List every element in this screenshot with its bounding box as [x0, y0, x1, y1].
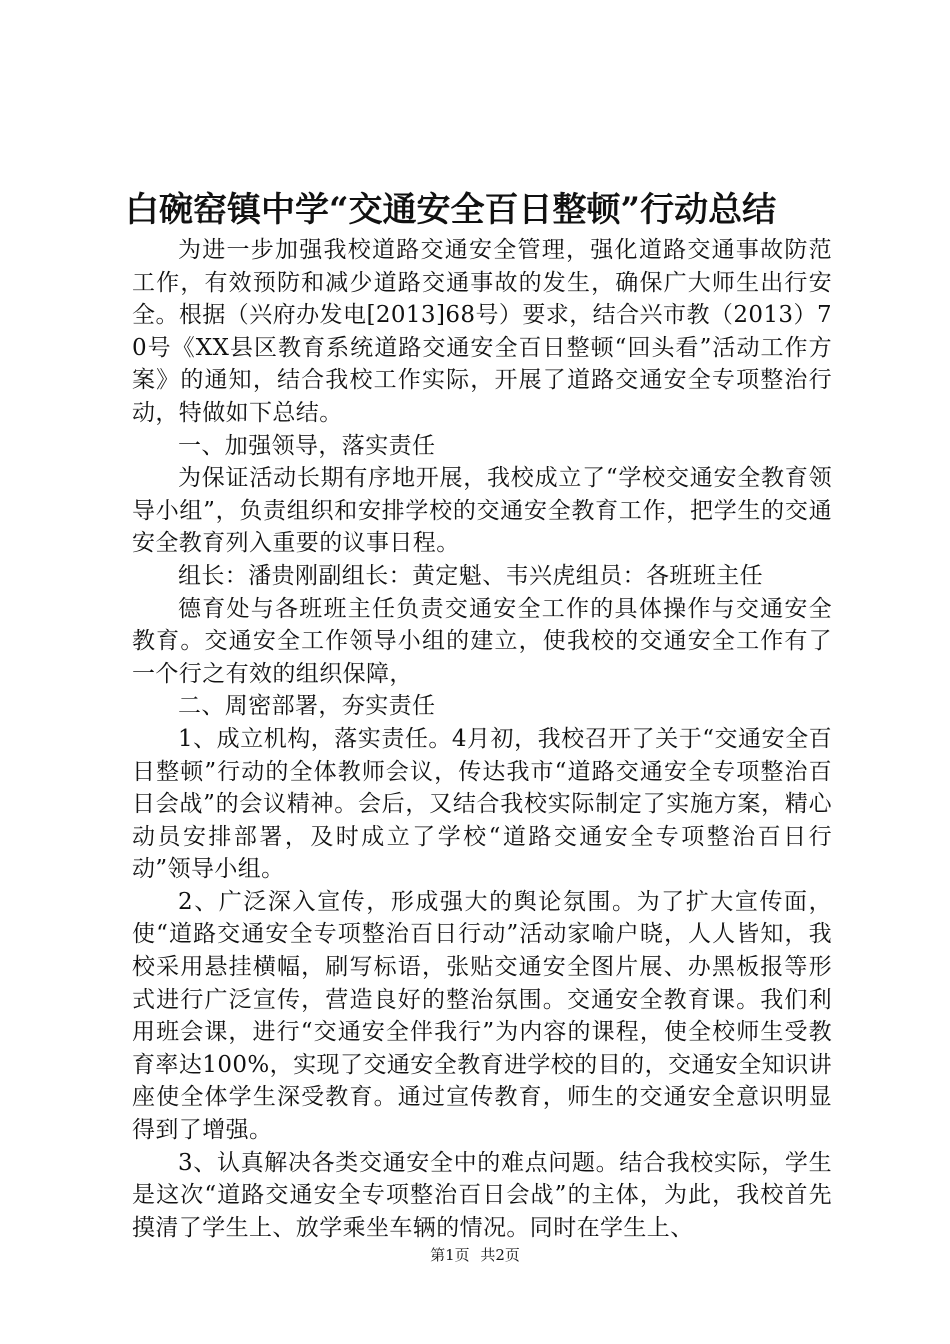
page-number: 第1页	[430, 1246, 470, 1264]
page-footer	[0, 1245, 950, 1265]
paragraph-item-3: 3、认真解决各类交通安全中的难点问题。结合我校实际，学生是这次“道路交通安全专项整治百日会战”的主体，为此，我校首先摸清了学生上、放学乘坐车辆的情况。同时在学生上、	[132, 1149, 832, 1241]
section-heading-2: 二、周密部署，夯实责任	[178, 693, 436, 720]
section-heading-1: 一、加强领导，落实责任	[178, 432, 436, 459]
paragraph-group-members: 组长：潘贵刚副组长：黄定魁、韦兴虎组员：各班班主任	[178, 562, 763, 589]
paragraph-moral-education: 德育处与各班班主任负责交通安全工作的具体操作与交通安全教育。交通安全工作领导小组的建立，使我校的交通安全工作有了一个行之有效的组织保障，	[132, 595, 832, 687]
intro-paragraph: 为进一步加强我校道路交通安全管理，强化道路交通事故防范工作，有效预防和减少道路交通事故的发生，确保广大师生出行安全。根据（兴府办发电[2013]68号）要求，结合兴市教（2013）70号《XX县区教育系统道路交通安全百日整顿“回头看”活动工作方案》的通知，结合我校工作实际，开展了道路交通安全专项整治行动，特做如下总结。	[132, 237, 832, 426]
paragraph-item-1: 1、成立机构，落实责任。4月初，我校召开了关于“交通安全百日整顿”行动的全体教师会议，传达我市“道路交通安全专项整治百日会战”的会议精神。会后，又结合我校实际制定了实施方案，精心动员安排部署，及时成立了学校“道路交通安全专项整治百日行动”领导小组。	[132, 725, 832, 883]
document-body	[132, 234, 832, 1244]
paragraph-leadership-group: 为保证活动长期有序地开展，我校成立了“学校交通安全教育领导小组”，负责组织和安排学校的交通安全教育工作，把学生的交通安全教育列入重要的议事日程。	[132, 465, 832, 557]
page-total: 共2页	[480, 1246, 520, 1264]
paragraph-item-2: 2、广泛深入宣传，形成强大的舆论氛围。为了扩大宣传面，使“道路交通安全专项整治百日行动”活动家喻户晓，人人皆知，我校采用悬挂横幅，刷写标语，张贴交通安全图片展、办黑板报等形式进行广泛宣传，营造良好的整治氛围。交通安全教育课。我们利用班会课，进行“交通安全伴我行”为内容的课程，使全校师生受教育率达100%，实现了交通安全教育进学校的目的，交通安全知识讲座使全体学生深受教育。通过宣传教育，师生的交通安全意识明显得到了增强。	[132, 888, 832, 1144]
document-title: 白碗窑镇中学“交通安全百日整顿”行动总结	[125, 190, 777, 230]
